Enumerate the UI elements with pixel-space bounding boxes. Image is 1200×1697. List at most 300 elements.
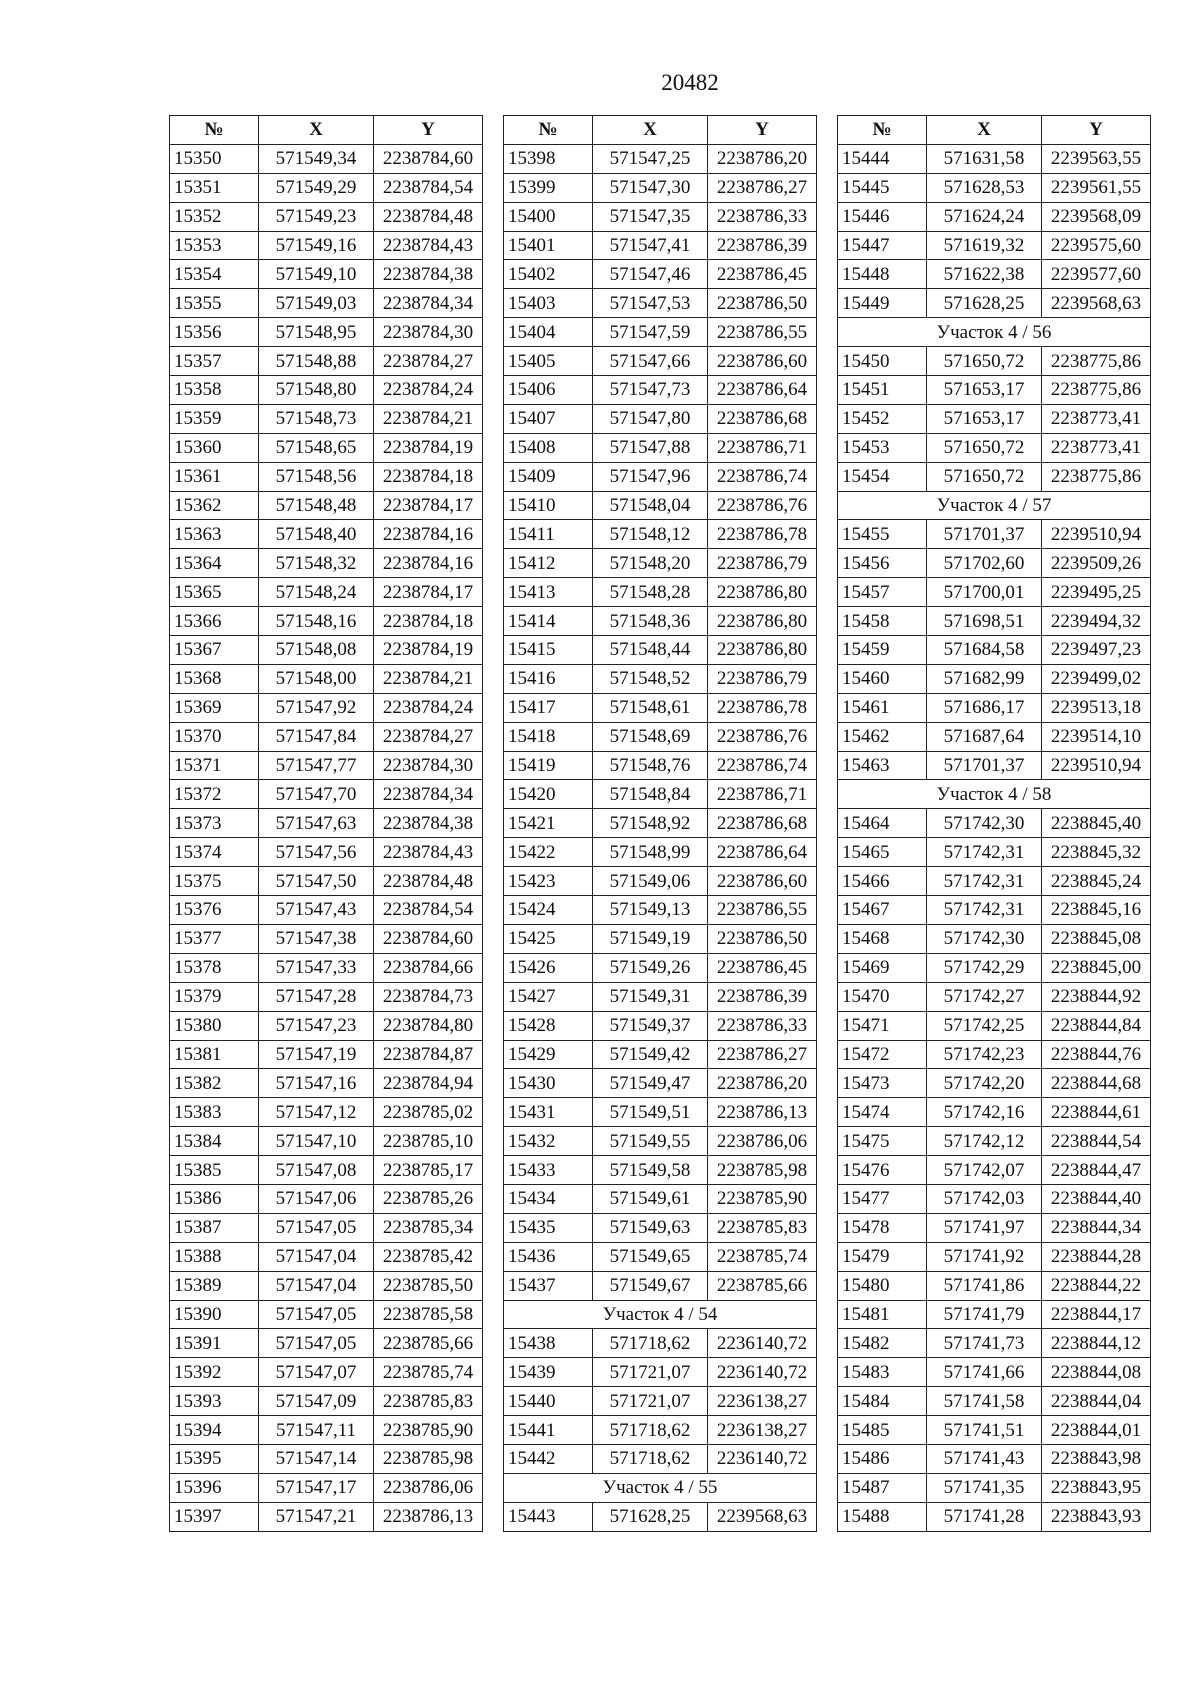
x-coordinate: 571549,34 xyxy=(259,144,374,173)
point-number: 15449 xyxy=(838,289,927,318)
table-row xyxy=(838,636,1151,665)
y-coordinate: 2238786,20 xyxy=(708,1069,817,1098)
x-coordinate: 571547,77 xyxy=(259,751,374,780)
y-coordinate: 2238845,00 xyxy=(1042,953,1151,982)
y-coordinate: 2238786,76 xyxy=(708,722,817,751)
section-row xyxy=(504,1300,817,1329)
x-coordinate: 571741,86 xyxy=(927,1271,1042,1300)
header-y: Y xyxy=(374,116,483,145)
y-coordinate: 2238844,47 xyxy=(1042,1156,1151,1185)
x-coordinate: 571547,05 xyxy=(259,1329,374,1358)
y-coordinate: 2238785,58 xyxy=(374,1300,483,1329)
point-number: 15412 xyxy=(504,549,593,578)
point-number: 15373 xyxy=(170,809,259,838)
table-row xyxy=(170,1040,483,1069)
section-row xyxy=(838,318,1151,347)
point-number: 15432 xyxy=(504,1127,593,1156)
table-row xyxy=(838,1329,1151,1358)
point-number: 15453 xyxy=(838,433,927,462)
x-coordinate: 571721,07 xyxy=(593,1358,708,1387)
x-coordinate: 571741,73 xyxy=(927,1329,1042,1358)
y-coordinate: 2238784,24 xyxy=(374,693,483,722)
section-row xyxy=(838,780,1151,809)
table-row xyxy=(170,1358,483,1387)
table-row xyxy=(504,404,817,433)
table-row xyxy=(170,1184,483,1213)
point-number: 15355 xyxy=(170,289,259,318)
point-number: 15435 xyxy=(504,1213,593,1242)
y-coordinate: 2238784,87 xyxy=(374,1040,483,1069)
x-coordinate: 571547,66 xyxy=(593,347,708,376)
x-coordinate: 571619,32 xyxy=(927,231,1042,260)
y-coordinate: 2239575,60 xyxy=(1042,231,1151,260)
section-title: Участок 4 / 56 xyxy=(838,318,1151,347)
y-coordinate: 2238784,54 xyxy=(374,173,483,202)
point-number: 15468 xyxy=(838,924,927,953)
y-coordinate: 2238786,50 xyxy=(708,289,817,318)
point-number: 15425 xyxy=(504,924,593,953)
point-number: 15413 xyxy=(504,578,593,607)
y-coordinate: 2239561,55 xyxy=(1042,173,1151,202)
header-number: № xyxy=(170,116,259,145)
table-row xyxy=(170,1098,483,1127)
y-coordinate: 2236140,72 xyxy=(708,1358,817,1387)
y-coordinate: 2238784,21 xyxy=(374,404,483,433)
y-coordinate: 2238786,39 xyxy=(708,231,817,260)
table-row xyxy=(838,867,1151,896)
table-row xyxy=(504,491,817,520)
point-number: 15357 xyxy=(170,347,259,376)
table-row xyxy=(838,1156,1151,1185)
point-number: 15441 xyxy=(504,1416,593,1445)
x-coordinate: 571702,60 xyxy=(927,549,1042,578)
y-coordinate: 2239494,32 xyxy=(1042,607,1151,636)
x-coordinate: 571742,03 xyxy=(927,1184,1042,1213)
y-coordinate: 2238785,98 xyxy=(708,1156,817,1185)
x-coordinate: 571650,72 xyxy=(927,433,1042,462)
table-row xyxy=(170,838,483,867)
x-coordinate: 571686,17 xyxy=(927,693,1042,722)
table-row xyxy=(838,1127,1151,1156)
table-row xyxy=(504,1242,817,1271)
x-coordinate: 571624,24 xyxy=(927,202,1042,231)
table-row xyxy=(504,982,817,1011)
y-coordinate: 2238784,21 xyxy=(374,664,483,693)
x-coordinate: 571547,35 xyxy=(593,202,708,231)
point-number: 15469 xyxy=(838,953,927,982)
x-coordinate: 571547,09 xyxy=(259,1387,374,1416)
y-coordinate: 2239510,94 xyxy=(1042,520,1151,549)
y-coordinate: 2238786,20 xyxy=(708,144,817,173)
point-number: 15447 xyxy=(838,231,927,260)
y-coordinate: 2238785,26 xyxy=(374,1184,483,1213)
table-row xyxy=(838,1069,1151,1098)
x-coordinate: 571549,31 xyxy=(593,982,708,1011)
y-coordinate: 2238786,64 xyxy=(708,838,817,867)
point-number: 15444 xyxy=(838,144,927,173)
table-row xyxy=(838,1300,1151,1329)
x-coordinate: 571684,58 xyxy=(927,636,1042,665)
table-row xyxy=(838,838,1151,867)
table-row xyxy=(170,809,483,838)
x-coordinate: 571548,52 xyxy=(593,664,708,693)
table-row xyxy=(504,1011,817,1040)
point-number: 15395 xyxy=(170,1444,259,1473)
table-row xyxy=(504,924,817,953)
y-coordinate: 2238844,76 xyxy=(1042,1040,1151,1069)
x-coordinate: 571741,79 xyxy=(927,1300,1042,1329)
point-number: 15399 xyxy=(504,173,593,202)
table-row xyxy=(504,867,817,896)
point-number: 15454 xyxy=(838,462,927,491)
y-coordinate: 2238784,16 xyxy=(374,549,483,578)
table-row xyxy=(170,260,483,289)
header-number: № xyxy=(504,116,593,145)
table-row xyxy=(170,173,483,202)
table-row xyxy=(170,549,483,578)
x-coordinate: 571547,88 xyxy=(593,433,708,462)
table-row xyxy=(838,231,1151,260)
header-y: Y xyxy=(708,116,817,145)
y-coordinate: 2238785,90 xyxy=(374,1416,483,1445)
point-number: 15397 xyxy=(170,1502,259,1531)
x-coordinate: 571549,10 xyxy=(259,260,374,289)
x-coordinate: 571548,08 xyxy=(259,636,374,665)
point-number: 15446 xyxy=(838,202,927,231)
x-coordinate: 571547,41 xyxy=(593,231,708,260)
point-number: 15405 xyxy=(504,347,593,376)
y-coordinate: 2239514,10 xyxy=(1042,722,1151,751)
y-coordinate: 2238785,10 xyxy=(374,1127,483,1156)
y-coordinate: 2238845,08 xyxy=(1042,924,1151,953)
point-number: 15369 xyxy=(170,693,259,722)
point-number: 15461 xyxy=(838,693,927,722)
point-number: 15352 xyxy=(170,202,259,231)
x-coordinate: 571548,99 xyxy=(593,838,708,867)
table-row xyxy=(170,693,483,722)
x-coordinate: 571741,92 xyxy=(927,1242,1042,1271)
table-row xyxy=(170,578,483,607)
y-coordinate: 2238844,12 xyxy=(1042,1329,1151,1358)
table-row xyxy=(504,1127,817,1156)
x-coordinate: 571548,24 xyxy=(259,578,374,607)
point-number: 15354 xyxy=(170,260,259,289)
x-coordinate: 571548,95 xyxy=(259,318,374,347)
point-number: 15439 xyxy=(504,1358,593,1387)
point-number: 15467 xyxy=(838,896,927,925)
point-number: 15452 xyxy=(838,404,927,433)
y-coordinate: 2238786,27 xyxy=(708,173,817,202)
y-coordinate: 2238785,83 xyxy=(374,1387,483,1416)
header-x: X xyxy=(593,116,708,145)
point-number: 15426 xyxy=(504,953,593,982)
y-coordinate: 2238844,17 xyxy=(1042,1300,1151,1329)
y-coordinate: 2238784,30 xyxy=(374,751,483,780)
point-number: 15487 xyxy=(838,1473,927,1502)
y-coordinate: 2239568,63 xyxy=(708,1502,817,1531)
x-coordinate: 571547,80 xyxy=(593,404,708,433)
point-number: 15430 xyxy=(504,1069,593,1098)
point-number: 15429 xyxy=(504,1040,593,1069)
point-number: 15486 xyxy=(838,1444,927,1473)
table-row xyxy=(504,1271,817,1300)
table-row xyxy=(504,1387,817,1416)
y-coordinate: 2238784,17 xyxy=(374,491,483,520)
section-title: Участок 4 / 54 xyxy=(504,1300,817,1329)
x-coordinate: 571742,12 xyxy=(927,1127,1042,1156)
table-row xyxy=(504,1040,817,1069)
y-coordinate: 2238786,13 xyxy=(374,1502,483,1531)
table-row xyxy=(170,982,483,1011)
x-coordinate: 571547,10 xyxy=(259,1127,374,1156)
x-coordinate: 571548,00 xyxy=(259,664,374,693)
point-number: 15463 xyxy=(838,751,927,780)
point-number: 15388 xyxy=(170,1242,259,1271)
table-row xyxy=(170,1387,483,1416)
x-coordinate: 571547,11 xyxy=(259,1416,374,1445)
table-row xyxy=(170,1502,483,1531)
y-coordinate: 2238844,61 xyxy=(1042,1098,1151,1127)
point-number: 15485 xyxy=(838,1416,927,1445)
table-row xyxy=(838,751,1151,780)
point-number: 15475 xyxy=(838,1127,927,1156)
y-coordinate: 2238844,22 xyxy=(1042,1271,1151,1300)
table-header-row xyxy=(838,116,1151,145)
x-coordinate: 571741,58 xyxy=(927,1387,1042,1416)
x-coordinate: 571718,62 xyxy=(593,1416,708,1445)
table-row xyxy=(170,896,483,925)
point-number: 15421 xyxy=(504,809,593,838)
x-coordinate: 571741,66 xyxy=(927,1358,1042,1387)
table-row xyxy=(170,1271,483,1300)
table-row xyxy=(504,722,817,751)
y-coordinate: 2238786,71 xyxy=(708,780,817,809)
point-number: 15387 xyxy=(170,1213,259,1242)
table-row xyxy=(504,1098,817,1127)
table-row xyxy=(838,1011,1151,1040)
point-number: 15488 xyxy=(838,1502,927,1531)
y-coordinate: 2238845,32 xyxy=(1042,838,1151,867)
x-coordinate: 571718,62 xyxy=(593,1329,708,1358)
point-number: 15364 xyxy=(170,549,259,578)
x-coordinate: 571698,51 xyxy=(927,607,1042,636)
y-coordinate: 2238786,55 xyxy=(708,318,817,347)
x-coordinate: 571628,53 xyxy=(927,173,1042,202)
table-row xyxy=(504,809,817,838)
section-title: Участок 4 / 58 xyxy=(838,780,1151,809)
table-header-row xyxy=(504,116,817,145)
point-number: 15380 xyxy=(170,1011,259,1040)
table-row xyxy=(504,289,817,318)
y-coordinate: 2239497,23 xyxy=(1042,636,1151,665)
y-coordinate: 2238784,43 xyxy=(374,838,483,867)
point-number: 15460 xyxy=(838,664,927,693)
table-row xyxy=(838,202,1151,231)
table-row xyxy=(170,404,483,433)
x-coordinate: 571742,25 xyxy=(927,1011,1042,1040)
x-coordinate: 571549,06 xyxy=(593,867,708,896)
table-row xyxy=(504,520,817,549)
y-coordinate: 2238844,92 xyxy=(1042,982,1151,1011)
x-coordinate: 571742,20 xyxy=(927,1069,1042,1098)
point-number: 15427 xyxy=(504,982,593,1011)
table-row xyxy=(838,1242,1151,1271)
y-coordinate: 2236138,27 xyxy=(708,1387,817,1416)
table-row xyxy=(504,1358,817,1387)
y-coordinate: 2238775,86 xyxy=(1042,462,1151,491)
y-coordinate: 2238785,50 xyxy=(374,1271,483,1300)
point-number: 15464 xyxy=(838,809,927,838)
point-number: 15396 xyxy=(170,1473,259,1502)
x-coordinate: 571628,25 xyxy=(927,289,1042,318)
x-coordinate: 571547,33 xyxy=(259,953,374,982)
section-title: Участок 4 / 57 xyxy=(838,491,1151,520)
x-coordinate: 571548,92 xyxy=(593,809,708,838)
x-coordinate: 571682,99 xyxy=(927,664,1042,693)
y-coordinate: 2238786,33 xyxy=(708,202,817,231)
point-number: 15442 xyxy=(504,1444,593,1473)
point-number: 15403 xyxy=(504,289,593,318)
table-row xyxy=(838,924,1151,953)
y-coordinate: 2238773,41 xyxy=(1042,433,1151,462)
header-x: X xyxy=(927,116,1042,145)
y-coordinate: 2238844,68 xyxy=(1042,1069,1151,1098)
point-number: 15436 xyxy=(504,1242,593,1271)
point-number: 15363 xyxy=(170,520,259,549)
table-row xyxy=(504,1329,817,1358)
y-coordinate: 2239509,26 xyxy=(1042,549,1151,578)
y-coordinate: 2238843,95 xyxy=(1042,1473,1151,1502)
y-coordinate: 2238785,74 xyxy=(374,1358,483,1387)
y-coordinate: 2238786,39 xyxy=(708,982,817,1011)
header-y: Y xyxy=(1042,116,1151,145)
table-row xyxy=(838,1358,1151,1387)
point-number: 15402 xyxy=(504,260,593,289)
y-coordinate: 2238784,48 xyxy=(374,202,483,231)
point-number: 15377 xyxy=(170,924,259,953)
y-coordinate: 2238786,68 xyxy=(708,404,817,433)
section-row xyxy=(504,1473,817,1502)
y-coordinate: 2238784,24 xyxy=(374,376,483,405)
table-row xyxy=(504,1416,817,1445)
point-number: 15473 xyxy=(838,1069,927,1098)
point-number: 15471 xyxy=(838,1011,927,1040)
table-row xyxy=(170,318,483,347)
x-coordinate: 571622,38 xyxy=(927,260,1042,289)
table-row xyxy=(170,1213,483,1242)
x-coordinate: 571547,06 xyxy=(259,1184,374,1213)
x-coordinate: 571547,70 xyxy=(259,780,374,809)
table-row xyxy=(504,607,817,636)
x-coordinate: 571548,40 xyxy=(259,520,374,549)
point-number: 15483 xyxy=(838,1358,927,1387)
table-row xyxy=(838,693,1151,722)
table-row xyxy=(170,1156,483,1185)
x-coordinate: 571547,63 xyxy=(259,809,374,838)
x-coordinate: 571547,17 xyxy=(259,1473,374,1502)
y-coordinate: 2238786,79 xyxy=(708,664,817,693)
point-number: 15415 xyxy=(504,636,593,665)
x-coordinate: 571547,14 xyxy=(259,1444,374,1473)
table-row xyxy=(504,318,817,347)
page-number: 20482 xyxy=(661,70,719,95)
table-row xyxy=(838,982,1151,1011)
point-number: 15428 xyxy=(504,1011,593,1040)
y-coordinate: 2238784,16 xyxy=(374,520,483,549)
point-number: 15393 xyxy=(170,1387,259,1416)
y-coordinate: 2238785,34 xyxy=(374,1213,483,1242)
y-coordinate: 2238786,74 xyxy=(708,751,817,780)
y-coordinate: 2238785,83 xyxy=(708,1213,817,1242)
table-row xyxy=(170,433,483,462)
point-number: 15479 xyxy=(838,1242,927,1271)
section-row xyxy=(838,491,1151,520)
point-number: 15386 xyxy=(170,1184,259,1213)
table-row xyxy=(504,173,817,202)
y-coordinate: 2238844,01 xyxy=(1042,1416,1151,1445)
x-coordinate: 571547,96 xyxy=(593,462,708,491)
table-row xyxy=(504,549,817,578)
table-row xyxy=(170,1242,483,1271)
x-coordinate: 571549,42 xyxy=(593,1040,708,1069)
point-number: 15465 xyxy=(838,838,927,867)
table-row xyxy=(170,1329,483,1358)
point-number: 15384 xyxy=(170,1127,259,1156)
x-coordinate: 571742,16 xyxy=(927,1098,1042,1127)
table-row xyxy=(838,1502,1151,1531)
x-coordinate: 571549,61 xyxy=(593,1184,708,1213)
table-row xyxy=(838,664,1151,693)
y-coordinate: 2238784,27 xyxy=(374,347,483,376)
table-row xyxy=(170,1444,483,1473)
x-coordinate: 571742,31 xyxy=(927,867,1042,896)
table-row xyxy=(838,144,1151,173)
x-coordinate: 571548,65 xyxy=(259,433,374,462)
point-number: 15394 xyxy=(170,1416,259,1445)
table-row xyxy=(170,636,483,665)
point-number: 15431 xyxy=(504,1098,593,1127)
table-row xyxy=(838,347,1151,376)
point-number: 15382 xyxy=(170,1069,259,1098)
point-number: 15474 xyxy=(838,1098,927,1127)
point-number: 15476 xyxy=(838,1156,927,1185)
x-coordinate: 571548,36 xyxy=(593,607,708,636)
point-number: 15383 xyxy=(170,1098,259,1127)
y-coordinate: 2238784,94 xyxy=(374,1069,483,1098)
table-row xyxy=(838,1473,1151,1502)
point-number: 15381 xyxy=(170,1040,259,1069)
coordinate-tables xyxy=(169,115,1151,1532)
x-coordinate: 571548,16 xyxy=(259,607,374,636)
x-coordinate: 571547,30 xyxy=(593,173,708,202)
table-row xyxy=(838,722,1151,751)
x-coordinate: 571548,48 xyxy=(259,491,374,520)
point-number: 15484 xyxy=(838,1387,927,1416)
point-number: 15407 xyxy=(504,404,593,433)
point-number: 15448 xyxy=(838,260,927,289)
y-coordinate: 2239513,18 xyxy=(1042,693,1151,722)
table-row xyxy=(504,780,817,809)
y-coordinate: 2238843,93 xyxy=(1042,1502,1151,1531)
x-coordinate: 571742,31 xyxy=(927,896,1042,925)
x-coordinate: 571547,73 xyxy=(593,376,708,405)
table-row xyxy=(170,289,483,318)
x-coordinate: 571548,56 xyxy=(259,462,374,491)
x-coordinate: 571741,43 xyxy=(927,1444,1042,1473)
point-number: 15466 xyxy=(838,867,927,896)
table-row xyxy=(838,896,1151,925)
y-coordinate: 2238786,13 xyxy=(708,1098,817,1127)
